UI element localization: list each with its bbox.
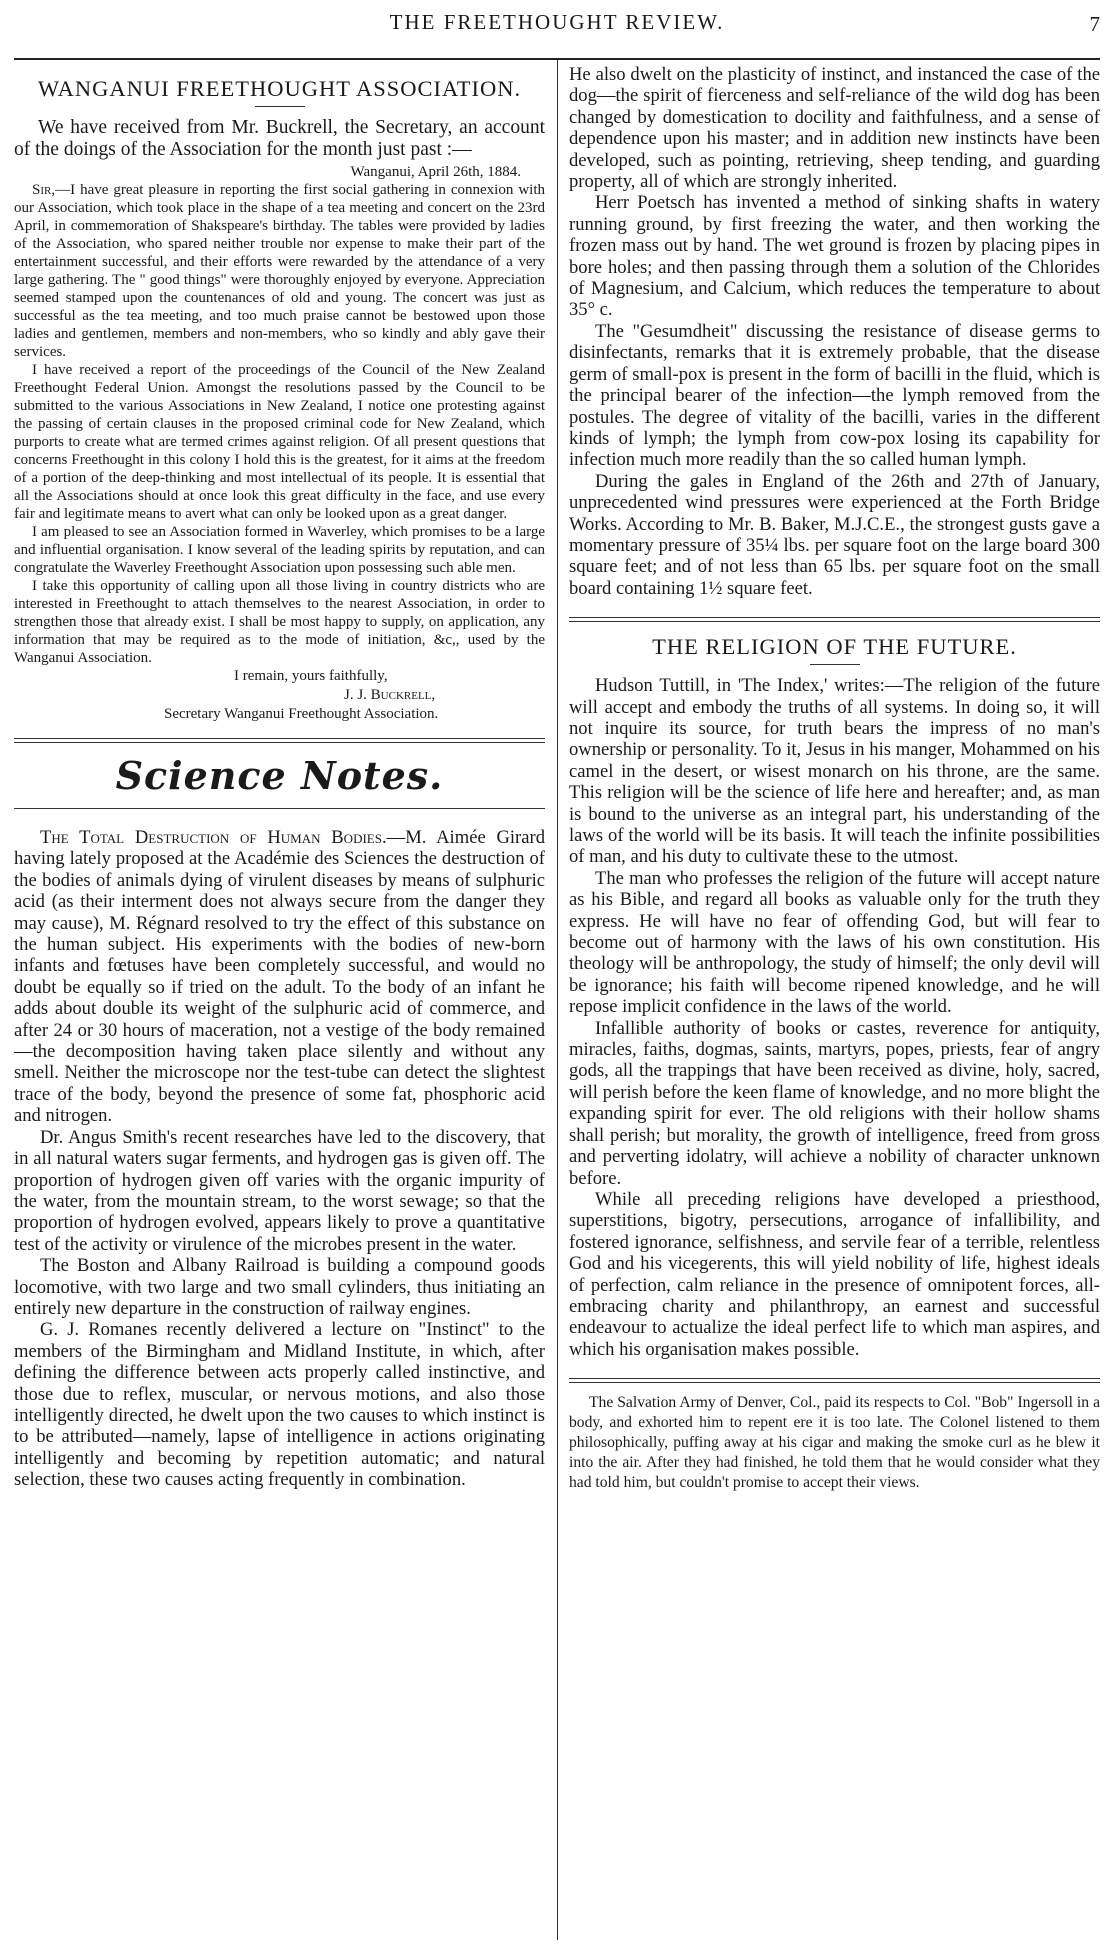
signature-title: Secretary Wanganui Freethought Association. bbox=[164, 706, 439, 722]
religion-paragraph: While all preceding religions have developed a priesthood, superstitions, bigotry, persecutions, arrogance of infallibility, and fostered ignorance, selfishness, and servile fear of a terrible, relentless God and his vicegerents, this will yield nobility of life, highest ideals of perfection, calm reliance in the presence of omnipotent forces, all-embracing charity and philanthropy, an earnest and successful endeavour to actualize the ideal perfect life to which man aspires, and which his organisation makes possible. bbox=[569, 1188, 1100, 1360]
letter-paragraph: Sir,—I have great pleasure in reporting the first social gathering in connexion with our Association, which took place in the shape of a tea meeting and concert on the 23rd April, in commemoration of Shakspeare's birthday. The tables were provided by ladies of the Association, who spared neither trouble nor expense to make their part of the entertainment successful, and their efforts were rewarded by the attendance of a very large gathering. The " good things" were thoroughly enjoyed by everyone. Appreciation seemed stamped upon the countenances of old and young. The concert was just as successful as the tea meeting, and too much praise cannot be bestowed upon those ladies and gentlemen, members and non-members, who so kindly and ably gave their services. bbox=[14, 182, 545, 360]
title-rule bbox=[255, 106, 305, 107]
letter-body bbox=[14, 181, 545, 667]
article-title-religion: THE RELIGION OF THE FUTURE. bbox=[652, 634, 1017, 660]
religion-body bbox=[569, 675, 1100, 1360]
wanganui-lead: We have received from Mr. Buckrell, the Secretary, an account of the doings of the Association for the month just past :— bbox=[14, 117, 545, 160]
science-paragraph: Dr. Angus Smith's recent researches have led to the discovery, that in all natural waters sugar ferments, and hydrogen gas is given off. The proportion of hydrogen given off varies with the organic impurity of the water, from the mountain stream, to the worst sewage; so that the proportion of hydrogen evolved, appears likely to prove a quantitative test of the activity or virulence of the microbes present in the water. bbox=[14, 1126, 545, 1255]
right-column bbox=[569, 64, 1100, 1493]
science-notes-body bbox=[14, 827, 545, 1491]
salvation-army-note bbox=[569, 1393, 1100, 1493]
letter-dateline: Wanganui, April 26th, 1884. bbox=[350, 164, 521, 180]
letter-paragraph: I am pleased to see an Association formed in Waverley, which promises to be a large and influential organisation. I know several of the leading spirits by reputation, and can congratulate the Waverley Freethought Association upon possessing such able men. bbox=[14, 524, 545, 576]
science-notes-continued bbox=[569, 64, 1100, 599]
page-header bbox=[14, 8, 1100, 48]
religion-paragraph: Infallible authority of books or castes, reverence for antiquity, miracles, faiths, dogmas, saints, martyrs, popes, priests, fear of angry gods, all the trappings that have been received as divine, holy, sacred, will perish before the keen flame of knowledge, and no more blight the expanding spirit for ever. The old religions with their hollow shams shall perish; but morality, the growth of intelligence, freed from gross and perverting idolatry, will achieve a nobility of character unknown before. bbox=[569, 1017, 1100, 1189]
religion-paragraph: Hudson Tuttill, in 'The Index,' writes:—The religion of the future will accept and embody the truths of all systems. In doing so, it will not inquire its source, for truth bears the impress of no man's ownership or personality. To it, Jesus in his manger, Mohammed on his camel in the desert, or wisest monarch on his throne, are the same. This religion will be the science of life here and hereafter; and, as man is bound to the universe as an integral part, his understanding of the laws of the world will be its basis. It will teach the infinite possibilities of man, and his duty to cultivate these to the utmost. bbox=[569, 675, 1100, 868]
masthead: THE FREETHOUGHT REVIEW. bbox=[389, 10, 725, 34]
science-paragraph: The "Gesumdheit" discussing the resistance of disease germs to disinfectants, remarks that it is extremely probable, that the disease germ of small-pox is present in the form of bacilli in the fluid, which is the principal bearer of the infection—the lymph removed from the postules. The degree of vitality of the bacilli, varies in the different kinds of lymph; the lymph from cow-pox losing its capability for infection much more readily than the so called human lymph. bbox=[569, 320, 1100, 471]
article-title-wanganui: WANGANUI FREETHOUGHT ASSOCIATION. bbox=[37, 76, 522, 101]
signature: J. J. Buckrell, bbox=[344, 687, 436, 703]
page-number: 7 bbox=[1089, 12, 1100, 36]
letter-paragraph: I take this opportunity of calling upon all those living in country districts who are interested in Freethought to attach themselves to the nearest Association, in order to strengthen those that already exist. I shall be most happy to supply, on application, any information that may be required as to the mode of initiation, &c,, used by the Wanganui Association. bbox=[14, 578, 545, 666]
paragraph-heading: The Total Destruction of Human Bodies. bbox=[40, 827, 387, 848]
column-divider bbox=[557, 60, 558, 1940]
science-paragraph: The Boston and Albany Railroad is building a compound goods locomotive, with two large and two small cylinders, thus initiating an entirely new departure in the construction of railway engines. bbox=[14, 1255, 545, 1319]
section-double-rule bbox=[569, 617, 1100, 622]
science-paragraph: G. J. Romanes recently delivered a lecture on "Instinct" to the members of the Birmingham and Midland Institute, in which, after defining the difference between acts properly called instinctive, and those due to reflex, muscular, or nervous motions, and also those intelligently directed, he dwelt upon the two causes to which instinct is to be attributed—namely, lapse of intelligence in actions originating intelligently and becoming by repetition automatic; and natural selection, these two causes acting frequently in combination. bbox=[14, 1319, 545, 1491]
note-paragraph: The Salvation Army of Denver, Col., paid its respects to Col. "Bob" Ingersoll in a body, and exhorted him to repent ere it is too late. The Colonel listened to them philosophically, puffing away at his cigar and making the smoke curl as he blew it into the air. After they had finished, he told them that he would consider what they had told him, but couldn't promise to accept their views. bbox=[569, 1394, 1100, 1492]
title-rule bbox=[810, 664, 860, 665]
religion-paragraph: The man who professes the religion of the future will accept nature as his Bible, and regard all books as valuable only for the truth they express. He will have no fear of offending God, but will fear to become out of harmony with the laws of his own constitution. His theology will be anthropology, the study of himself; the only devil will be ignorance; his faith will become ripened knowledge, and he will repose implicit confidence in the laws of the world. bbox=[569, 867, 1100, 1018]
science-notes-title: Science Notes. bbox=[115, 753, 444, 798]
letter-paragraph: I have received a report of the proceedings of the Council of the New Zealand Freethought Federal Union. Amongst the resolutions passed by the Council to be submitted to the various Associations in New Zealand, I notice one protesting against the passing of certain clauses in the proposed criminal code for New Zealand, which purports to create what are termed crimes against religion. Of all present questions that concerns Freethought in this colony I hold this is the greatest, for it aims at the freedom of a portion of the deep-thinking and most intellectual of its people. It is essential that all the Associations should at once look this great difficulty in the face, and use every fair and legitimate means to avert what can only be looked upon as a great danger. bbox=[14, 362, 545, 522]
left-column bbox=[14, 64, 545, 1491]
section-double-rule bbox=[569, 1378, 1100, 1383]
science-paragraph: He also dwelt on the plasticity of instinct, and instanced the case of the dog—the spirit of fierceness and self-reliance of the wild dog has been changed by domestication to docility and faithfulness, and a sense of dependence upon his master; and in addition new instincts have been developed, such as pointing, retrieving, sheep tending, and guarding property, all of which are strongly inherited. bbox=[569, 64, 1100, 193]
section-rule bbox=[14, 808, 545, 809]
science-paragraph: During the gales in England of the 26th and 27th of January, unprecedented wind pressures were experienced at the Forth Bridge Works. According to Mr. B. Baker, M.J.C.E., the strongest gusts gave a momentary pressure of 35¼ lbs. per square foot on the large board 300 square feet; and of not less than 65 lbs. per square foot on the small board containing 1½ square feet. bbox=[569, 470, 1100, 599]
closing: I remain, yours faithfully, bbox=[234, 668, 388, 684]
section-double-rule bbox=[14, 738, 545, 743]
letter-signoff bbox=[14, 667, 545, 724]
salutation: Sir, bbox=[32, 182, 56, 198]
science-paragraph: The Total Destruction of Human Bodies.—M. Aimée Girard having lately proposed at the Académie des Sciences the destruction of the bodies of animals dying of virulent diseases by means of sulphuric acid (as their interment does not always secure from the danger they may cause), M. Régnard resolved to try the effect of this substance on the human subject. His experiments with the bodies of new-born infants and fœtuses have been completely successful, and would no doubt be equally so if tried on the adult. To the body of an infant he adds about double its weight of the sulphuric acid of commerce, and after 24 or 30 hours of maceration, not a vestige of the body remained—the decomposition having taken place silently and without any smell. Neither the microscope nor the test-tube can detect the slightest trace of the body, beyond the presence of some fat, phosphoric acid and nitrogen. bbox=[14, 827, 545, 1127]
science-paragraph: Herr Poetsch has invented a method of sinking shafts in watery running ground, by first freezing the water, and then working the frozen mass out by hand. The wet ground is frozen by placing pipes in bore holes; and then passing through them a solution of the Chlorides of Magnesium, and Calcium, which reduces the temperature to about 35° c. bbox=[569, 192, 1100, 321]
